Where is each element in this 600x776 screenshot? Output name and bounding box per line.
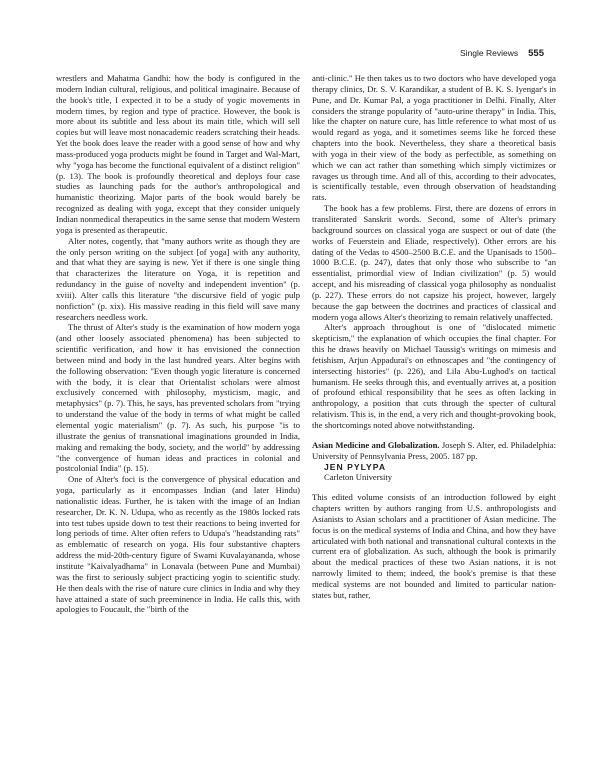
paragraph: Alter's approach throughout is one of "dislocated mimetic skepticism," the explanation of which occupies the final chapter. For this he draws heavily on Michael Taussig's writings on mimesis and fetishism, Arjun Appadurai's on ethnoscapes and "the contingency of intersecting histories" (p. 226), and Lila Abu-Lughod's on tactical humanism. He seeks through this, and eventually arrives at, a position of profound ethical responsibility that he sees as often lacking in anthropology, a position that cuts through the specter of cultural relativism. This is, in the end, a very rich and thought-provoking book, the shortcomings noted above notwithstanding. <box>312 322 556 430</box>
left-column <box>56 73 300 615</box>
book-title: Asian Medicine and Globalization. <box>312 439 440 450</box>
reviewer-affiliation: Carleton University <box>324 472 393 483</box>
paragraph: This edited volume consists of an introduction followed by eight chapters written by authors ranging from U.S. anthropologists and Asianists to Asian scholars and a practitioner of Asian medicine. The focus is on the medical systems of India and China, and how they have articulated with both national and transnational cultural contexts in the current era of globalization. As such, although the book is primarily about the medical practices of these two Asian nations, it is not narrowly limited to them; indeed, the book's premise is that these medical systems are not bounded and limited to particular nation-states but, rather, <box>312 492 556 600</box>
paragraph: Alter notes, cogently, that "many authors write as though they are the only person writing on the subject [of yoga] with any authority, and that what they are saying is new. Yet if there is one single thing that characterizes the literature on Yoga, it is repetition and redundancy in the guise of novelty and independent invention" (p. xviii). Alter calls this literature "the discursive field of yogic pulp nonfiction" (p. xix). His massive reading in this field will save many researchers needless work. <box>56 235 300 322</box>
paragraph: anti-clinic." He then takes us to two doctors who have developed yoga therapy clinics, Dr. S. V. Karandikar, a student of B. K. S. Iyengar's in Pune, and Dr. Kumar Pal, a yoga practitioner in Delhi. Finally, Alter considers the strange popularity of "auto-urine therapy" in India. This, like the chapter on nature cure, has little reference to what most of us would regard as yoga, and it sometimes seems like he forced these chapters into the book. Nevertheless, they share a theoretical basis with yoga in their view of the body as perfectible, as something on which we can act rather than something which simply victimizes or ravages us through time. And all of this, according to their advocates, is scientifically testable, even through observation of headstanding rats. <box>312 73 556 203</box>
running-header <box>460 48 544 59</box>
right-column <box>312 73 556 601</box>
reviewer-name: JEN PYLYPA <box>324 461 387 472</box>
paragraph: The thrust of Alter's study is the examination of how modern yoga (and other loosely associated phenomena) has been subjected to scientific verification, and how it has envisioned the connection between mind and body in the last hundred years. Alter begins with the following observation: "Even though yogic literature is concerned with the body, it is clear that Orientalist scholars were almost exclusively concerned with philosophy, mysticism, magic, and metaphysics" (p. 7). This, he says, has prevented scholars from "trying to understand the value of the body in terms of what might be called elemental yogic materialism" (p. 7). As such, his purpose "is to illustrate the genius of transnational imaginations grounded in India, making and remaking the body, society, and the world" by addressing "the convergence of human ideas and practices in colonial and postcolonial India" (p. 15). <box>56 322 300 474</box>
paragraph: One of Alter's foci is the convergence of physical education and yoga, particularly as it encompasses Indian (and later Hindu) nationalistic ideas. Further, he is taken with the image of an Indian researcher, Dr. K. N. Udupa, who as recently as the 1980s locked rats into test tubes upside down to test their reactions to being inverted for long periods of time. Alter often refers to Udupa's "headstanding rats" as emblematic of research on yoga. His four substantive chapters address the mid-20th-century figure of Swami Kuvalayananda, whose institute "Kaivalyadhama" in Lonavala (between Pune and Mumbai) was the first to seriously subject practicing yogin to scientific study. He then deals with the rise of nature cure clinics in India and why they have attained a state of such preeminence in India. He calls this, with apologies to Foucault, the "birth of the <box>56 474 300 615</box>
section-title: Single Reviews <box>460 48 519 58</box>
page-number: 555 <box>528 48 544 59</box>
paragraph: The book has a few problems. First, there are dozens of errors in transliterated Sanskrit words. Second, some of Alter's primary background sources on classical yoga are suspect or out of date (the works of Feuerstein and Eliade, respectively). Other errors are his dating of the Vedas to 4500–2500 B.C.E. and the Upanisads to 1500–1000 B.C.E. (p. 247), dates that only those who subscribe to "an essentialist, primordial view of Indian civilization" (p. 5) would accept, and his misreading of classical yoga philosophy as nondualist (p. 227). These errors do not capsize his project, however, largely because the gap between the doctrines and practices of classical and modern yoga allows Alter's theorizing to remain relatively unaffected. <box>312 203 556 322</box>
review-citation <box>312 440 556 462</box>
book-details: Joseph S. Alter, ed. Philadelphia: University of Pennsylvania Press, 2005. 187 pp. <box>312 439 556 461</box>
paragraph: wrestlers and Mahatma Gandhi: how the body is configured in the modern Indian cultural, religious, and political imaginaire. Because of the book's title, I expected it to be a study of yogic movements in modern times, by region and type of practice. However, the book is more about its subtitle and less about its main title, which will sell copies but will leave most nonacademic readers scratching their heads. Yet the book does leave the reader with a good sense of how and why mass-produced yoga products might be found in Target and Wal-Mart, why "yoga has become the functional equivalent of a distinct religion" (p. 13). The book is profoundly theoretical and deploys four case studies as launching pads for the author's anthropological and humanistic theorizing. Major parts of the book would barely be recognized as dealing with yoga, except that they consider uniquely Indian nonmedical therapeutics in the same sense that modern Western yoga is presented as therapeutic. <box>56 73 300 235</box>
